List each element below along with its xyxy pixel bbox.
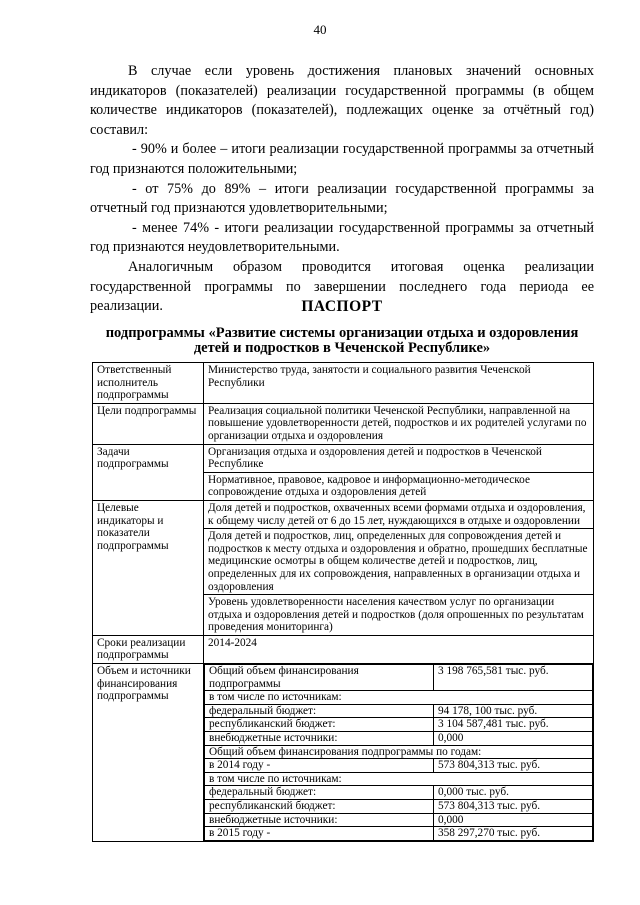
year-2014-value: 573 804,313 тыс. руб. (434, 759, 593, 773)
finance-total-label: Общий объем финансирования подпрограммы (205, 665, 434, 691)
finance-cell (204, 664, 594, 842)
table-row (93, 363, 594, 404)
finance-row (205, 786, 593, 800)
finance-row (205, 800, 593, 814)
goals-label: Цели подпрограммы (93, 403, 204, 444)
indicators-label: Целевые индикаторы и показатели подпрограммы (93, 500, 204, 635)
finance-row (205, 691, 593, 705)
indicator-item: Уровень удовлетворенности населения качеством услуг по организации отдыха и оздоровления детей и подростков (доля опрошенных по результатам проведения мониторинга) (204, 595, 594, 636)
table-row (93, 500, 594, 528)
terms-label: Сроки реализации подпрограммы (93, 635, 204, 663)
federal-label: федеральный бюджет: (205, 704, 434, 718)
tasks-label: Задачи подпрограммы (93, 444, 204, 500)
list-item-satisfactory: - от 75% до 89% – итоги реализации государственной программы за отчетный год признаются удовлетворительными; (90, 180, 594, 217)
year-2014-label: в 2014 году - (205, 759, 434, 773)
goals-value: Реализация социальной политики Чеченской Республики, направленной на повышение удовлетворенности детей, подростков и их родителей услугами по организации отдыха и оздоровления (204, 403, 594, 444)
executor-value: Министерство труда, занятости и социального развития Чеченской Республики (204, 363, 594, 404)
finance-row (205, 772, 593, 786)
finance-label: Объем и источники финансирования подпрограммы (93, 664, 204, 842)
passport-heading (90, 298, 594, 356)
passport-title: ПАСПОРТ (301, 298, 383, 315)
year-2014-federal-label: федеральный бюджет: (205, 786, 434, 800)
finance-table (204, 664, 593, 841)
year-2014-republic-value: 573 804,313 тыс. руб. (434, 800, 593, 814)
year-2015-label: в 2015 году - (205, 827, 434, 841)
republic-label: республиканский бюджет: (205, 718, 434, 732)
table-row (93, 635, 594, 663)
finance-sources-heading: в том числе по источникам: (205, 691, 593, 705)
table-row (93, 664, 594, 842)
finance-row (205, 759, 593, 773)
federal-value: 94 178, 100 тыс. руб. (434, 704, 593, 718)
table-row (93, 444, 594, 472)
passport-table (92, 362, 594, 842)
finance-row (205, 745, 593, 759)
year-2014-republic-label: республиканский бюджет: (205, 800, 434, 814)
year-2014-extra-value: 0,000 (434, 813, 593, 827)
closing-paragraph: Аналогичным образом проводится итоговая оценка реализации государственной программы по завершении последнего года периода ее реализации. (90, 258, 594, 315)
finance-row (205, 665, 593, 691)
body-text (90, 62, 594, 317)
indicator-item: Доля детей и подростков, охваченных всеми формами отдыха и оздоровления, к общему числу детей от 6 до 15 лет, нуждающихся в отдыхе и оздоровлении (204, 500, 594, 528)
intro-paragraph: В случае если уровень достижения плановых значений основных индикаторов (показателей) реализации государственной программы (в общем количестве индикаторов (показателей), подлежащих оценке за отчётный год) составил: (90, 63, 594, 138)
table-row (93, 403, 594, 444)
finance-row (205, 827, 593, 841)
executor-label: Ответственный исполнитель подпрограммы (93, 363, 204, 404)
task-item: Организация отдыха и оздоровления детей и подростков в Чеченской Республике (204, 444, 594, 472)
year-2014-sources-heading: в том числе по источникам: (205, 772, 593, 786)
task-item: Нормативное, правовое, кадровое и информационно-методическое сопровождение отдыха и оздоровления детей (204, 472, 594, 500)
terms-value: 2014-2024 (204, 635, 594, 663)
list-item-positive: - 90% и более – итоги реализации государственной программы за отчетный год признаются положительными; (90, 141, 594, 177)
year-2014-federal-value: 0,000 тыс. руб. (434, 786, 593, 800)
extra-value: 0,000 (434, 732, 593, 746)
indicator-item: Доля детей и подростков, лиц, определенных для сопровождения детей и подростков к месту отдыха и оздоровления и обратно, прошедших бесплатные медицинские осмотры в общем количестве детей и подростков, лиц, определенных для их сопровождения, направленных в организации отдыха и оздоровления (204, 529, 594, 595)
finance-row (205, 732, 593, 746)
finance-total-value: 3 198 765,581 тыс. руб. (434, 665, 593, 691)
year-2015-value: 358 297,270 тыс. руб. (434, 827, 593, 841)
extra-label: внебюджетные источники: (205, 732, 434, 746)
finance-row (205, 813, 593, 827)
finance-by-year-heading: Общий объем финансирования подпрограммы по годам: (205, 745, 593, 759)
republic-value: 3 104 587,481 тыс. руб. (434, 718, 593, 732)
finance-row (205, 718, 593, 732)
passport-subtitle: подпрограммы «Развитие системы организации отдыха и оздоровления детей и подростков в Чеченской Республике» (105, 325, 579, 356)
year-2014-extra-label: внебюджетные источники: (205, 813, 434, 827)
finance-row (205, 704, 593, 718)
list-item-unsatisfactory: - менее 74% - итоги реализации государственной программы за отчетный год признаются неудовлетворительными. (90, 219, 594, 256)
page-number: 40 (313, 22, 327, 37)
